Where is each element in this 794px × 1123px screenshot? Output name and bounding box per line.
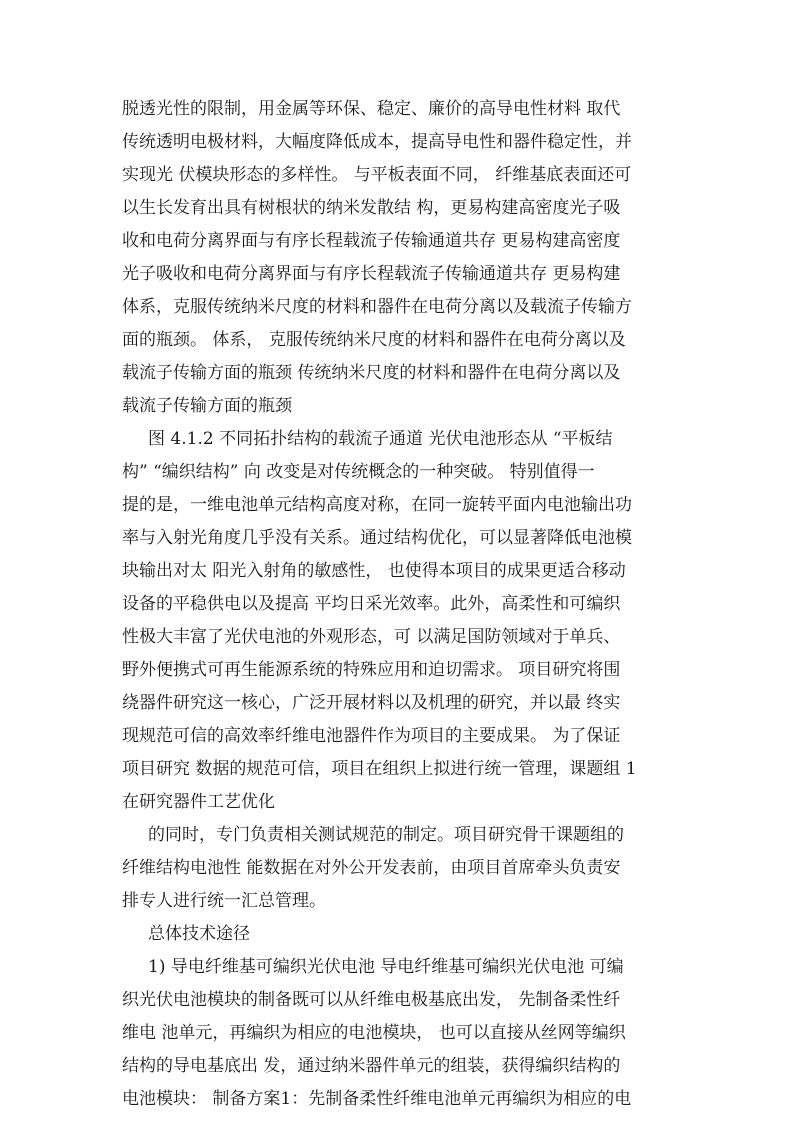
text-line: 脱透光性的限制，用金属等环保、稳定、廉价的高导电性材料 取代	[122, 99, 621, 119]
text-line: 织光伏电池模块的制备既可以从纤维电极基底出发， 先制备柔性纤	[122, 990, 621, 1010]
text-line: 实现光 伏模块形态的多样性。 与平板表面不同， 纤维基底表面还可	[122, 165, 632, 185]
text-line: 面的瓶颈。 体系， 克服传统纳米尺度的材料和器件在电荷分离以及	[122, 330, 626, 350]
text-line: 1) 导电纤维基可编织光伏电池 导电纤维基可编织光伏电池 可编	[148, 957, 624, 977]
text-line: 提的是，一维电池单元结构高度对称，在同一旋转平面内电池输出功	[122, 495, 632, 515]
text-line: 维电 池单元，再编织为相应的电池模块， 也可以直接从丝网等编织	[122, 1023, 626, 1043]
text-line: 野外便携式可再生能源系统的特殊应用和迫切需求。 项目研究将围	[122, 660, 621, 680]
text-line: 排专人进行统一汇总管理。	[122, 891, 326, 911]
text-line: 在研究器件工艺优化	[122, 792, 275, 812]
text-line: 载流子传输方面的瓶颈 传统纳米尺度的材料和器件在电荷分离以及	[122, 363, 621, 383]
text-line: 的同时，专门负责相关测试规范的制定。项目研究骨干课题组的	[148, 825, 624, 845]
text-line: 率与入射光角度几乎没有关系。通过结构优化，可以显著降低电池模	[122, 528, 632, 548]
text-line: 项目研究 数据的规范可信，项目在组织上拟进行统一管理，课题组 1	[122, 759, 637, 779]
text-line: 绕器件研究这一核心，广泛开展材料以及机理的研究，并以最 终实	[122, 693, 621, 713]
text-line: 现规范可信的高效率纤维电池器件作为项目的主要成果。 为了保证	[122, 726, 621, 746]
text-line: 图 4.1.2 不同拓扑结构的载流子通道 光伏电池形态从 “平板结	[148, 429, 613, 449]
text-line: 性极大丰富了光伏电池的外观形态，可 以满足国防领域对于单兵、	[122, 627, 621, 647]
text-line: 结构的导电基底出 发，通过纳米器件单元的组装，获得编织结构的	[122, 1056, 621, 1076]
text-line: 总体技术途径	[148, 924, 250, 944]
text-line: 纤维结构电池性 能数据在对外公开发表前，由项目首席牵头负责安	[122, 858, 621, 878]
text-line: 载流子传输方面的瓶颈	[122, 396, 292, 416]
text-line: 电池模块： 制备方案1：先制备柔性纤维电池单元再编织为相应的电	[122, 1089, 632, 1109]
text-line: 以生长发育出具有树根状的纳米发散结 构，更易构建高密度光子吸	[122, 198, 621, 218]
text-line: 收和电荷分离界面与有序长程载流子传输通道共存 更易构建高密度	[122, 231, 621, 251]
body-text	[122, 93, 684, 1116]
text-line: 构” “编织结构” 向 改变是对传统概念的一种突破。 特别值得一	[122, 462, 595, 482]
text-line: 传统透明电极材料，大幅度降低成本，提高导电性和器件稳定性，并	[122, 132, 632, 152]
text-line: 体系，克服传统纳米尺度的材料和器件在电荷分离以及载流子传输方	[122, 297, 632, 317]
text-line: 光子吸收和电荷分离界面与有序长程载流子传输通道共存 更易构建	[122, 264, 621, 284]
text-line: 块输出对太 阳光入射角的敏感性， 也使得本项目的成果更适合移动	[122, 561, 626, 581]
text-line: 设备的平稳供电以及提高 平均日采光效率。此外，高柔性和可编织	[122, 594, 621, 614]
